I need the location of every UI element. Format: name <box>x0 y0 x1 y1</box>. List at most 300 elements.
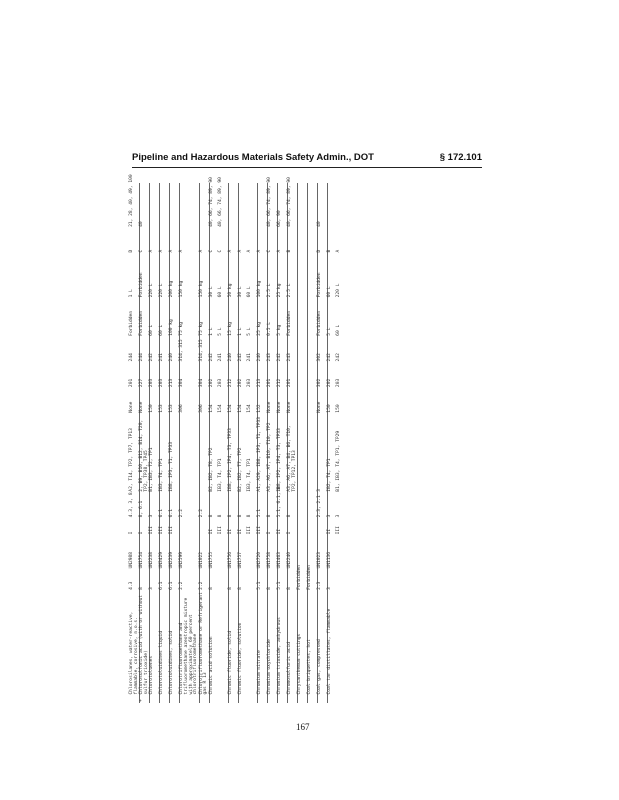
cell-id: UN1756 <box>228 535 238 569</box>
cell-cls: Forbidden <box>298 570 308 591</box>
cell-exc: 150 <box>150 388 160 414</box>
cell-desc: Chlorotrifluoromethane and trifluoromethane azeotropic mixture with approximately 60 percent chlorotrifluoromethane <box>180 591 199 696</box>
cell-pax: 60 L <box>150 298 160 336</box>
cell-pax: Forbidden <box>287 298 297 336</box>
cell-cls <box>248 570 258 591</box>
cell-pg: III <box>160 518 170 535</box>
cell-prov: IB3, T4, TP1 <box>217 458 223 492</box>
cell-prov: B1, IB3, T2, TP1 <box>150 414 160 493</box>
running-header <box>132 152 482 168</box>
cell-nb: 212 <box>277 362 287 388</box>
cell-nb: 227 <box>140 362 150 388</box>
cell-desc: Chromic fluoride, solution <box>238 591 248 696</box>
cell-loc: A <box>228 228 238 254</box>
table-row <box>180 183 199 703</box>
cell-exc: 154 <box>238 388 248 414</box>
cell-loc: C <box>140 228 150 254</box>
cell-bulk <box>298 337 308 363</box>
cell-prov: B2, IB2, T7, TP2 <box>238 414 248 493</box>
cell-lab: 2.2 <box>199 493 209 519</box>
cell-pax: 0.5 L <box>267 298 277 336</box>
cell-desc: Chromium oxychloride <box>267 591 277 696</box>
cell-desc: Chromium trioxide, anhydrous <box>277 591 287 696</box>
cell-oth <box>150 183 160 228</box>
cell-loc: B <box>328 228 338 254</box>
cell-pax: 15 kg <box>228 298 238 336</box>
cell-nb: 201 <box>129 378 134 388</box>
cell-pax: 25 kg <box>257 298 267 336</box>
cell-exc: 306 <box>180 388 199 414</box>
cell-oth: 40, 66, 74, 89, 90 <box>217 177 223 227</box>
cell-pg: I <box>140 518 150 535</box>
cell-cargo: 25 kg <box>277 254 287 299</box>
cell-mark <box>170 696 180 703</box>
cell-id: UN1755 <box>209 535 219 569</box>
cell-exc: 154 <box>246 404 252 413</box>
cell-lab: 6.1 <box>160 493 170 519</box>
cell-loc: A <box>180 228 199 254</box>
cell-nb: 203 <box>150 362 160 388</box>
cell-loc <box>298 228 308 254</box>
cell-cargo: 30 L <box>238 254 248 299</box>
cell-exc: 154 <box>217 404 223 413</box>
cell-oth <box>160 183 170 228</box>
cell-cargo: 220 L <box>336 283 342 298</box>
cell-desc: Chromosulfuric acid <box>287 591 297 696</box>
cell-cargo: Forbidden <box>318 254 328 299</box>
rotated-table <box>129 174 486 703</box>
cell-nb: 212 <box>228 362 238 388</box>
cell-lab: 3 <box>150 493 160 519</box>
cell-nb <box>298 362 308 388</box>
cell-oth <box>180 183 199 228</box>
cell-nb: 213 <box>257 362 267 388</box>
cell-lab: 3 <box>336 514 342 518</box>
cell-pax: 75 kg <box>199 298 209 336</box>
cell-cargo: 50 kg <box>228 254 238 299</box>
cell-cls: 8 <box>140 570 150 591</box>
cell-bulk: 244 <box>140 337 150 363</box>
cell-nb: 304 <box>199 362 209 388</box>
cell-bulk: 243 <box>267 337 277 363</box>
page-number: 167 <box>296 722 310 732</box>
cell-mark <box>308 696 318 703</box>
cell-cargo: 150 kg <box>199 254 209 299</box>
rotated-table-frame <box>129 174 486 703</box>
cell-mark <box>257 696 267 703</box>
cell-oth <box>298 183 308 228</box>
cell-loc: D <box>318 228 328 254</box>
cell-oth <box>328 183 338 228</box>
cell-desc <box>219 591 229 696</box>
cell-oth: 21, 28, 40, 49, 100 <box>129 174 134 227</box>
cell-pax: 5 L <box>217 327 223 336</box>
cell-mark <box>287 696 297 703</box>
cell-loc: A <box>160 228 170 254</box>
cell-nb: 302 <box>318 362 328 388</box>
cell-mark <box>160 696 170 703</box>
cell-desc: Chlorotoluidines liquid <box>160 591 170 696</box>
table-row <box>277 183 287 703</box>
cell-id: UN2239 <box>170 535 180 569</box>
cell-loc: D <box>129 249 134 253</box>
cell-bulk: 242 <box>238 337 248 363</box>
cell-id: UN1023 <box>318 535 328 569</box>
cell-prov <box>298 414 308 493</box>
cell-nb: 202 <box>209 362 219 388</box>
cell-cls: 3 <box>328 570 338 591</box>
cell-bulk: 240 <box>228 337 238 363</box>
cell-cls <box>337 570 346 591</box>
cell-mark <box>337 696 346 703</box>
table-row <box>150 183 160 703</box>
cell-prov: A3, A6, A7, B10, T10, TP2 <box>267 414 277 493</box>
cell-mark <box>219 696 229 703</box>
table-row <box>308 183 318 703</box>
cell-pax: 5 L <box>328 298 338 336</box>
cell-exc: 150 <box>328 388 338 414</box>
cell-cls: 8 <box>287 570 297 591</box>
cell-prov: IB3, T4, TP1 <box>246 458 252 492</box>
cell-mark <box>180 696 199 703</box>
cell-cls: 8 <box>209 570 219 591</box>
cell-nb: 203 <box>336 378 342 388</box>
table-row <box>298 183 308 703</box>
cell-id: UN1758 <box>267 535 277 569</box>
cell-cls: 5.1 <box>277 570 287 591</box>
cell-mark <box>318 696 328 703</box>
cell-lab: 8 <box>209 493 219 519</box>
cell-lab: 5.1, 6.1, 8 <box>277 493 287 519</box>
cell-pax: 60 L <box>160 298 170 336</box>
cell-pax: 75 kg <box>180 298 199 336</box>
cell-lab <box>298 493 308 519</box>
cell-loc: C <box>267 228 277 254</box>
cell-pax: 1 L <box>209 298 219 336</box>
cell-cargo: 30 L <box>209 254 219 299</box>
cell-id: UN3429 <box>160 535 170 569</box>
cell-lab: 6.1 <box>170 493 180 519</box>
cell-mark <box>228 696 238 703</box>
cell-desc: Chlorotrifluoromethane or Refrigerant gas R 13 <box>198 592 209 695</box>
cell-desc <box>337 591 346 696</box>
cell-pg: I <box>129 531 134 535</box>
cell-pax: 60 L <box>336 324 342 336</box>
cell-lab: 8 <box>228 493 238 519</box>
cell-exc: 154 <box>228 388 238 414</box>
cell-id: UN1022 <box>199 535 209 569</box>
cell-bulk: 244 <box>129 353 134 362</box>
cell-mark <box>209 696 219 703</box>
cell-prov: IB8, IP2, IP4, T3, TP33 <box>277 414 287 493</box>
cell-desc: Chlorotoluenes <box>150 591 160 696</box>
cell-nb: 201 <box>287 362 297 388</box>
cell-lab: 8 <box>238 493 248 519</box>
cell-desc: Coal gas, compressed <box>318 591 328 696</box>
cell-exc: 153 <box>170 388 180 414</box>
cell-pg: I <box>267 518 277 535</box>
cell-bulk: 241 <box>160 337 170 363</box>
cell-nb: 202 <box>328 362 338 388</box>
cell-oth: 40, 66, 74, 89, 90 <box>287 183 297 228</box>
cell-cargo: Forbidden <box>140 254 150 299</box>
cell-loc: C <box>217 249 223 253</box>
cell-loc: A <box>257 228 267 254</box>
cell-pax: 5 kg <box>277 298 287 336</box>
cell-cargo: 100 kg <box>257 254 267 299</box>
table-row <box>257 183 267 703</box>
cell-cargo: 1 L <box>129 289 134 298</box>
cell-lab: 8, 6.1 <box>140 493 150 519</box>
cell-mark <box>267 696 277 703</box>
cell-cls: 3 <box>150 570 160 591</box>
cell-pg: III <box>217 526 223 535</box>
cell-bulk: 242 <box>277 337 287 363</box>
cell-oth: 40, 66, 74, 89, 90 <box>267 183 277 228</box>
cell-prov: IB2, T4, TP1 <box>328 414 338 493</box>
cell-exc <box>298 388 308 414</box>
cell-nb: 202 <box>238 362 248 388</box>
cell-mark <box>328 696 338 703</box>
table-row <box>238 183 248 703</box>
cell-oth: 40, 66, 74, 89, 90 <box>209 183 219 228</box>
cell-bulk: 242 <box>150 337 160 363</box>
cell-bulk: 314, 315 <box>180 337 199 363</box>
cell-lab: 8 <box>217 514 223 518</box>
cell-id <box>248 535 258 569</box>
cell-bulk: 302 <box>318 337 328 363</box>
cell-bulk: 242 <box>209 337 219 363</box>
cell-prov: A2, T14, TP2, TP7, TP13 <box>129 428 134 492</box>
cell-oth <box>257 183 267 228</box>
cell-loc: A <box>246 249 252 253</box>
cell-nb: 213 <box>170 362 180 388</box>
cell-desc: Coal briquettes, hot <box>308 591 318 696</box>
cell-oth <box>170 183 180 228</box>
cell-lab: 5.1 <box>257 493 267 519</box>
cell-cargo: 60 L <box>246 286 252 298</box>
cell-exc: None <box>277 388 287 414</box>
cell-pax: Forbidden <box>318 298 328 336</box>
cell-pax: Forbidden <box>129 310 134 336</box>
cell-cls: 2.3 <box>318 570 328 591</box>
cell-exc: 306 <box>199 388 209 414</box>
cell-exc: 152 <box>257 388 267 414</box>
cell-exc: None <box>129 401 134 413</box>
cell-lab: 8 <box>267 493 277 519</box>
cell-pg <box>308 518 318 535</box>
cell-pg: I <box>287 518 297 535</box>
running-title: Pipeline and Hazardous Materials Safety Admin., DOT <box>132 152 374 163</box>
cell-prov: B1, IB3, T4, TP1, TP29 <box>336 430 342 492</box>
cell-exc: None <box>318 388 328 414</box>
table-row <box>337 183 346 703</box>
cell-desc: Chromic acid solution <box>209 591 219 696</box>
hazmat-table-body <box>129 174 346 703</box>
table-row <box>199 183 209 703</box>
cell-pg: II <box>238 518 248 535</box>
section-number: § 172.101 <box>439 152 482 163</box>
cell-bulk: 241 <box>246 353 252 362</box>
cell-oth <box>228 183 238 228</box>
cell-oth <box>337 183 346 228</box>
cell-bulk: 243 <box>287 337 297 363</box>
cell-cargo <box>298 254 308 299</box>
cell-id: UN2240 <box>287 535 297 569</box>
cell-bulk: 240 <box>257 337 267 363</box>
cell-id: UN1757 <box>238 535 248 569</box>
table-row <box>248 183 258 703</box>
cell-pg: II <box>228 518 238 535</box>
cell-prov: IB8, IP2, IP4, T3, TP33 <box>228 414 238 493</box>
cell-prov: IB3, T4, TP1 <box>160 414 170 493</box>
table-row <box>267 183 277 703</box>
cell-loc: A <box>277 228 287 254</box>
cell-pg: II <box>209 518 219 535</box>
cell-cls: 8 <box>267 570 277 591</box>
cell-lab: 2.2 <box>180 493 199 519</box>
cell-oth <box>199 183 209 228</box>
table-row <box>287 183 297 703</box>
cell-cls: 6.1 <box>170 570 180 591</box>
cell-pax <box>298 298 308 336</box>
cell-exc: None <box>140 388 150 414</box>
hazmat-table <box>129 174 346 703</box>
cell-nb: 201 <box>267 362 277 388</box>
cell-mark <box>150 696 160 703</box>
cell-loc: A <box>170 228 180 254</box>
cell-cargo: 220 L <box>160 254 170 299</box>
cell-id: UN2238 <box>150 535 160 569</box>
cell-oth: 66, 90 <box>277 183 287 228</box>
cell-cls <box>219 570 229 591</box>
cell-desc: Chromic fluoride, solid <box>228 591 238 696</box>
table-row <box>228 183 238 703</box>
cell-cls: 8 <box>228 570 238 591</box>
cell-lab: 8 <box>287 493 297 519</box>
cell-cargo: 150 kg <box>180 254 199 299</box>
cell-desc <box>248 591 258 696</box>
cell-bulk: 241 <box>217 353 223 362</box>
cell-lab: 8 <box>246 514 252 518</box>
cell-oth <box>248 183 258 228</box>
cell-pg: III <box>246 526 252 535</box>
cell-exc: 150 <box>336 404 342 413</box>
cell-mark <box>298 696 308 703</box>
cell-cls: 8 <box>238 570 248 591</box>
cell-cargo: 200 kg <box>170 254 180 299</box>
cell-cls: 6.1 <box>160 570 170 591</box>
cell-bulk: 242 <box>336 353 342 362</box>
cell-exc: None <box>267 388 277 414</box>
cell-cls: 2.2 <box>199 570 209 591</box>
cell-oth <box>238 183 248 228</box>
cell-mark: + <box>140 696 150 703</box>
cell-prov: A3, A6, A7, B4, B6, T10, TP2, TP12, TP13 <box>287 414 297 493</box>
cell-id: UN1136 <box>328 535 338 569</box>
cell-id: UN2599 <box>180 535 199 569</box>
cell-lab: 2.3, 2.1 <box>318 493 328 519</box>
cell-mark <box>238 696 248 703</box>
cell-desc: Chrysanthemum cuttings <box>298 591 308 696</box>
cell-cls: 5.1 <box>257 570 267 591</box>
cell-id: UN2988 <box>129 551 134 569</box>
cell-cargo: 60 L <box>217 286 223 298</box>
cell-pg <box>180 518 199 535</box>
cell-lab: 3 <box>328 493 338 519</box>
cell-pg: III <box>170 518 180 535</box>
cell-pg: II <box>328 518 338 535</box>
cell-cargo: 2.5 L <box>287 254 297 299</box>
cell-prov <box>199 414 209 493</box>
cell-mark <box>248 696 258 703</box>
cell-bulk: 242 <box>328 337 338 363</box>
cell-desc: Chromium nitrate <box>257 591 267 696</box>
cell-cls: 2.2 <box>180 570 199 591</box>
cell-loc: A <box>199 228 209 254</box>
cell-loc: C <box>209 228 219 254</box>
cell-loc: B <box>287 228 297 254</box>
cell-id <box>337 535 346 569</box>
cell-desc: Coal tar distillates, flammable <box>328 591 338 696</box>
cell-loc: A <box>150 228 160 254</box>
cell-nb: 203 <box>246 378 252 388</box>
cell-bulk: 240 <box>170 337 180 363</box>
cell-desc: Chlorosulfonic acid (with or without sulfur trioxide) <box>140 591 150 696</box>
cell-pg: III <box>336 526 342 535</box>
cell-pax: Forbidden <box>140 298 150 336</box>
cell-prov: 2, B9, B10, B12, B14, T20, TP2, TP38, TP45 <box>140 414 150 493</box>
cell-pg: III <box>150 518 160 535</box>
cell-desc: Chlorosilanes, water-reactive, flammable, corrosive, n.o.s. <box>129 611 139 695</box>
cell-nb: 203 <box>160 362 170 388</box>
table-row <box>209 183 219 703</box>
cell-pax: 100 kg <box>170 298 180 336</box>
cell-cargo: 2.5 L <box>267 254 277 299</box>
cell-nb: 203 <box>217 378 223 388</box>
cell-prov: IB8, IP3, T1, TP33 <box>170 414 180 493</box>
table-row <box>140 183 150 703</box>
cell-bulk: 314, 315 <box>199 337 209 363</box>
cell-prov <box>308 414 318 493</box>
cell-pg: III <box>257 518 267 535</box>
cell-cls: Forbidden <box>308 570 318 591</box>
cell-lab: 4.3, 3, 8 <box>129 492 134 518</box>
cell-mark <box>277 696 287 703</box>
cell-pg <box>298 518 308 535</box>
cell-exc: 154 <box>209 388 219 414</box>
cell-pg <box>199 518 209 535</box>
cell-id: UN1463 <box>277 535 287 569</box>
cell-prov: A1, A29, IB8, IP3, T1, TP33 <box>257 414 267 493</box>
cell-cargo: 220 L <box>150 254 160 299</box>
cell-loc: A <box>238 228 248 254</box>
cell-desc: Chlorotoluidines, solid <box>170 591 180 696</box>
cell-cls: 4.3 <box>129 581 134 590</box>
cell-mark <box>199 696 209 703</box>
cell-prov: 3 <box>318 414 328 493</box>
cell-pg: II <box>277 518 287 535</box>
cell-oth: 40 <box>140 183 150 228</box>
cell-oth: 40 <box>318 183 328 228</box>
cell-cargo: 60 L <box>328 254 338 299</box>
cell-prov <box>180 414 199 493</box>
cell-prov: B2, IB2, T8, TP2 <box>209 414 219 493</box>
cell-id: UN2720 <box>257 535 267 569</box>
cell-loc: A <box>336 249 342 253</box>
header-rule <box>132 167 482 168</box>
cell-exc: 153 <box>160 388 170 414</box>
